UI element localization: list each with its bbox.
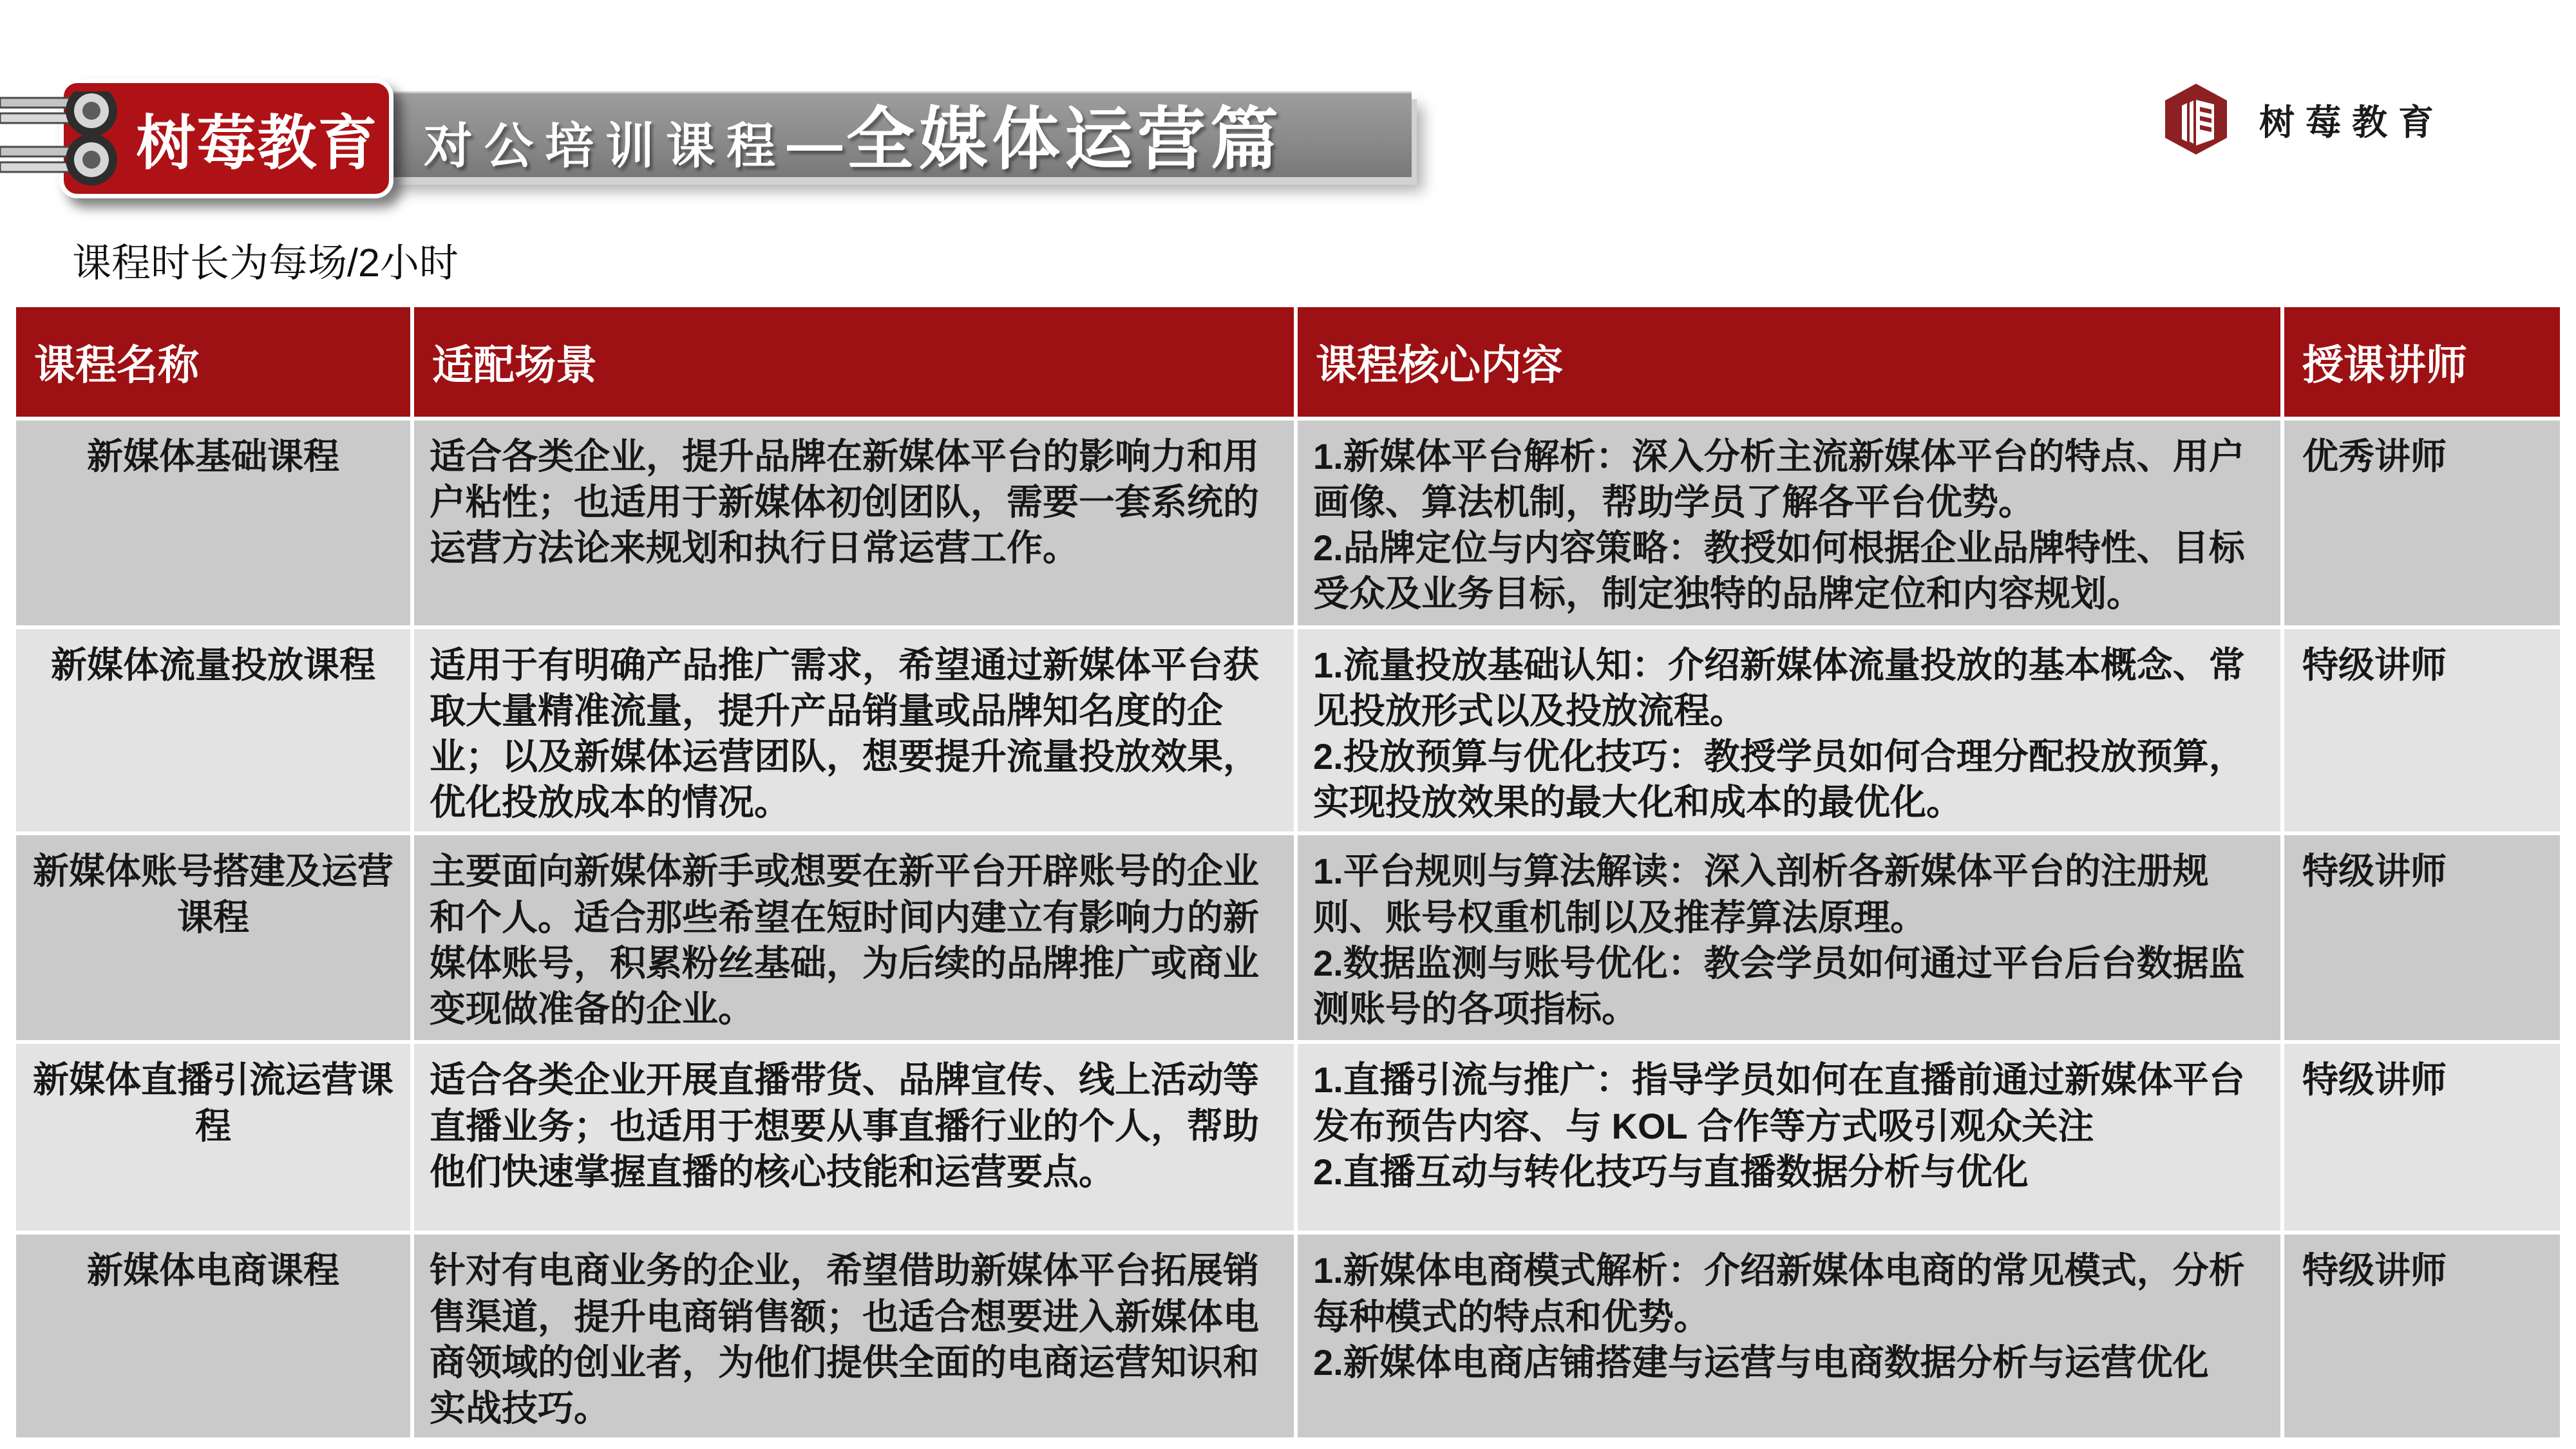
banner-title-dash: —	[787, 113, 842, 175]
ring-top-icon	[0, 91, 117, 137]
course-content-point-2: 2.投放预算与优化技巧：教授学员如何合理分配投放预算，实现投放效果的最大化和成本的最优化。	[1313, 736, 2245, 823]
course-content	[1298, 1044, 2280, 1231]
course-content-point-1: 1.平台规则与算法解读：深入剖析各新媒体平台的注册规则、账号权重机制以及推荐算法原理。	[1313, 851, 2209, 938]
header-cell-lecturer: 授课讲师	[2284, 307, 2560, 417]
course-lecturer: 特级讲师	[2284, 1044, 2560, 1231]
table-row	[16, 421, 2560, 625]
header-cell-scenario: 适配场景	[414, 307, 1294, 417]
course-name: 新媒体流量投放课程	[16, 629, 410, 831]
course-content	[1298, 629, 2280, 831]
course-scenario: 适合各类企业，提升品牌在新媒体平台的影响力和用户粘性；也适用于新媒体初创团队，需要一套系统的运营方法论来规划和执行日常运营工作。	[414, 421, 1294, 625]
banner-title-prefix: 对公培训课程	[424, 119, 787, 174]
course-content	[1298, 421, 2280, 625]
course-table	[12, 303, 2564, 1441]
course-name: 新媒体电商课程	[16, 1235, 410, 1437]
ring-bottom-icon	[0, 134, 117, 185]
course-scenario: 适用于有明确产品推广需求，希望通过新媒体平台获取大量精准流量，提升产品销量或品牌知名度的企业；以及新媒体运营团队，想要提升流量投放效果，优化投放成本的情况。	[414, 629, 1294, 831]
course-content-point-2: 2.新媒体电商店铺搭建与运营与电商数据分析与运营优化	[1313, 1341, 2209, 1383]
course-lecturer: 特级讲师	[2284, 835, 2560, 1040]
brand-logo-text: 树莓教育	[2259, 102, 2445, 142]
course-content	[1298, 835, 2280, 1040]
course-lecturer: 特级讲师	[2284, 629, 2560, 831]
course-content-point-1: 1.新媒体电商模式解析：介绍新媒体电商的常见模式，分析每种模式的特点和优势。	[1313, 1250, 2245, 1337]
course-scenario: 适合各类企业开展直播带货、品牌宣传、线上活动等直播业务；也适用于想要从事直播行业的个人，帮助他们快速掌握直播的核心技能和运营要点。	[414, 1044, 1294, 1231]
hexagon-book-icon	[2163, 82, 2230, 156]
course-content-point-2: 2.数据监测与账号优化：教会学员如何通过平台后台数据监测账号的各项指标。	[1313, 942, 2245, 1029]
course-content	[1298, 1235, 2280, 1437]
course-scenario: 针对有电商业务的企业，希望借助新媒体平台拓展销售渠道，提升电商销售额；也适合想要进入新媒体电商领域的创业者，为他们提供全面的电商运营知识和实战技巧。	[414, 1235, 1294, 1437]
table-row	[16, 835, 2560, 1040]
banner-title-emphasis: 全媒体运营篇	[846, 102, 1283, 178]
course-content-point-2: 2.品牌定位与内容策略：教授如何根据企业品牌特性、目标受众及业务目标，制定独特的品牌定位和内容规划。	[1313, 527, 2245, 614]
course-scenario: 主要面向新媒体新手或想要在新平台开辟账号的企业和个人。适合那些希望在短时间内建立有影响力的新媒体账号，积累粉丝基础，为后续的品牌推广或商业变现做准备的企业。	[414, 835, 1294, 1040]
table-row	[16, 1235, 2560, 1437]
course-lecturer: 优秀讲师	[2284, 421, 2560, 625]
table-header-row	[16, 307, 2560, 417]
course-name: 新媒体基础课程	[16, 421, 410, 625]
course-content-point-1: 1.直播引流与推广：指导学员如何在直播前通过新媒体平台发布预告内容、与 KOL 合作等方式吸引观众关注	[1313, 1059, 2245, 1146]
course-content-point-1: 1.流量投放基础认知：介绍新媒体流量投放的基本概念、常见投放形式以及投放流程。	[1313, 645, 2245, 732]
header-cell-content: 课程核心内容	[1298, 307, 2280, 417]
book-icon	[2182, 100, 2214, 146]
course-name: 新媒体直播引流运营课程	[16, 1044, 410, 1231]
table-row	[16, 1044, 2560, 1231]
binder-rings-icon	[0, 91, 135, 188]
course-name: 新媒体账号搭建及运营课程	[16, 835, 410, 1040]
course-content-point-2: 2.直播互动与转化技巧与直播数据分析与优化	[1313, 1151, 2029, 1192]
title-banner	[381, 91, 1412, 177]
course-content-point-1: 1.新媒体平台解析：深入分析主流新媒体平台的特点、用户画像、算法机制，帮助学员了解各平台优势。	[1313, 436, 2245, 523]
table-row	[16, 629, 2560, 831]
brand-badge-label: 树莓教育	[136, 111, 379, 176]
course-duration-note: 课程时长为每场/2小时	[72, 241, 459, 285]
header-cell-course-name: 课程名称	[16, 307, 410, 417]
brand-logo	[2163, 82, 2445, 156]
course-lecturer: 特级讲师	[2284, 1235, 2560, 1437]
